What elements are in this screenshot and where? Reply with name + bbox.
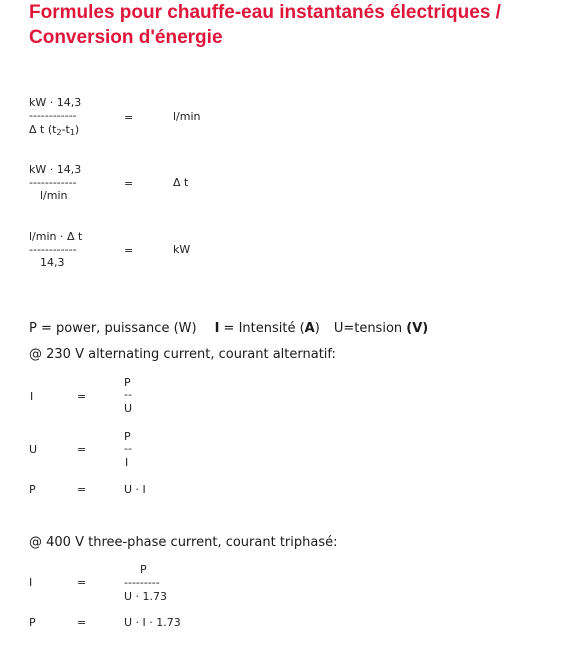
ac-heading: @ 230 V alternating current, courant alternatif:	[29, 347, 336, 362]
page-title	[29, 0, 569, 50]
ac-i-lhs: I	[30, 390, 34, 403]
ac-p-lhs: P	[29, 483, 36, 496]
formula-2-result: Δ t	[173, 176, 189, 189]
formula-3-result: kW	[173, 243, 191, 256]
ac-p-rhs: U · I	[124, 483, 146, 496]
three-phase-heading: @ 400 V three-phase current, courant triphasé:	[29, 535, 338, 550]
tp-p-lhs: P	[29, 616, 36, 629]
tp-i-equals: =	[77, 576, 87, 589]
formula-1-equals: =	[124, 111, 134, 124]
tp-i-lhs: I	[29, 576, 33, 589]
ac-u-numerator: P	[124, 430, 131, 443]
title-line-1: Formules pour chauffe-eau instantanés électriques /	[29, 2, 501, 23]
formula-1-numerator: kW · 14,3	[29, 96, 82, 109]
tp-p-rhs: U · I · 1.73	[124, 616, 181, 629]
ac-u-equals: =	[77, 443, 87, 456]
formula-1-fraction-line: ------------	[29, 109, 77, 122]
ac-i-numerator: P	[124, 376, 131, 389]
tp-i-denominator: U · 1.73	[124, 590, 168, 603]
formula-2-equals: =	[124, 177, 134, 190]
tp-i-fraction-line: ---------	[124, 576, 160, 589]
formula-3-numerator: l/min · Δ t	[29, 230, 83, 243]
formula-1-denominator: Δ t $(t_2-t_1)$	[29, 123, 80, 137]
formula-2-fraction-line: ------------	[29, 176, 77, 189]
ac-u-fraction-line: --	[124, 442, 132, 455]
ac-i-equals: =	[77, 390, 87, 403]
formula-2-numerator: kW · 14,3	[29, 163, 82, 176]
definitions-line: P = power, puissance (W) I = Intensité (A) U=tension (V)	[29, 321, 429, 336]
ac-u-denominator: I	[125, 456, 129, 469]
formula-1-result: l/min	[173, 110, 201, 123]
tp-p-equals: =	[77, 616, 87, 629]
formula-2-denominator: l/min	[40, 189, 68, 202]
ac-u-lhs: U	[29, 443, 38, 456]
formula-3-fraction-line: ------------	[29, 243, 77, 256]
ac-i-denominator: U	[124, 402, 133, 415]
formula-3-denominator: 14,3	[40, 256, 65, 269]
title-line-2: Conversion d'énergie	[29, 27, 223, 48]
formula-3-equals: =	[124, 244, 134, 257]
ac-p-equals: =	[77, 483, 87, 496]
tp-i-numerator: P	[140, 563, 147, 576]
ac-i-fraction-line: --	[124, 388, 132, 401]
